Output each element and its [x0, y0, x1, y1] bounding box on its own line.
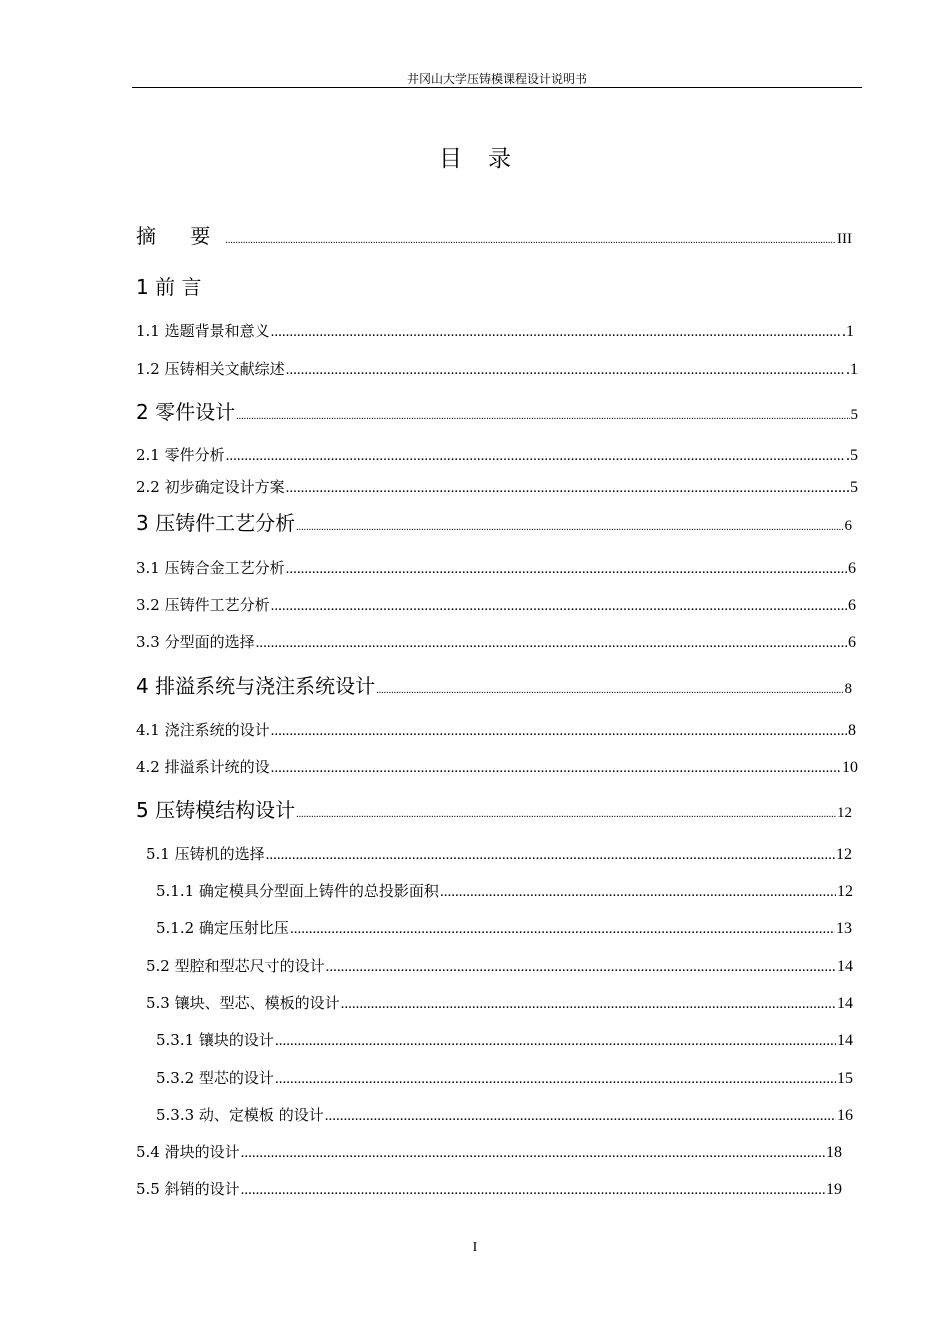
toc-entry-4-1[interactable] [136, 719, 856, 740]
toc-page: 16 [837, 1107, 853, 1124]
toc-label: 4.2 排溢系计统的设 [136, 758, 270, 776]
toc-label: 1.2 压铸相关文献综述 [136, 360, 285, 378]
toc-entry-5-1-2[interactable] [156, 917, 852, 938]
toc-page: 6 [848, 634, 856, 651]
toc-page: 8 [844, 681, 852, 697]
toc-leader [241, 1182, 825, 1199]
toc-page: 15 [837, 1070, 853, 1087]
toc-leader [440, 884, 836, 901]
toc-label: 5.3.3 动、定模板 的设计 [156, 1106, 324, 1124]
toc-entry-5-5[interactable] [136, 1178, 842, 1199]
toc-page: 18 [826, 1144, 842, 1161]
toc-label: 3.1 压铸合金工艺分析 [136, 559, 285, 577]
toc-page: 6 [848, 597, 856, 614]
toc-entry-5-1[interactable] [146, 843, 852, 864]
toc-leader [341, 996, 836, 1013]
toc-leader [290, 921, 835, 938]
toc-entry-3-1[interactable] [136, 557, 856, 578]
toc-entry-1-2[interactable] [136, 358, 858, 379]
toc-entry-5-4[interactable] [136, 1141, 842, 1162]
toc-leader [296, 522, 843, 533]
toc-label: 摘 要 [136, 224, 225, 248]
toc-page: .1 [846, 361, 858, 378]
toc-label: 3.3 分型面的选择 [136, 633, 255, 651]
toc-label: 5.1.2 确定压射比压 [156, 919, 289, 937]
toc-entry-1-1[interactable] [136, 320, 854, 341]
title-char-left: 目 [439, 146, 462, 172]
toc-page: 12 [837, 883, 853, 900]
page-title [0, 140, 950, 173]
toc-label: 5.3 镶块、型芯、模板的设计 [146, 994, 340, 1012]
toc-entry-5-3-1[interactable] [156, 1029, 853, 1050]
toc-leader [296, 809, 836, 820]
toc-page: 12 [837, 805, 852, 821]
toc-page: .1 [842, 323, 854, 340]
toc-label: 5.5 斜销的设计 [136, 1180, 240, 1198]
toc-label: 5.3.1 镶块的设计 [156, 1031, 274, 1049]
toc-label: 4.1 浇注系统的设计 [136, 721, 270, 739]
toc-entry-2-1[interactable] [136, 444, 858, 465]
toc-leader [325, 1108, 836, 1125]
toc-entry-5-3-3[interactable] [156, 1104, 853, 1125]
toc-entry-5-3-2[interactable] [156, 1067, 853, 1088]
toc-label: 3 压铸件工艺分析 [136, 511, 296, 535]
header-rule [132, 87, 862, 88]
toc-leader [256, 635, 847, 652]
toc-leader [286, 362, 845, 379]
toc-page: 12 [836, 846, 852, 863]
toc-page: ......5 [826, 479, 858, 496]
toc-page: 6 [844, 518, 852, 534]
toc-entry-3-3[interactable] [136, 631, 856, 652]
toc-label: 5 压铸模结构设计 [136, 798, 296, 822]
toc-entry-5-1-1[interactable] [156, 880, 853, 901]
toc-page: 19 [826, 1181, 842, 1198]
toc-page: 14 [837, 1032, 853, 1049]
page-number: I [472, 1240, 478, 1255]
toc-page: 14 [837, 995, 853, 1012]
toc-page: 13 [836, 920, 852, 937]
toc-entry-chapter-5[interactable] [136, 794, 852, 823]
toc-entry-5-3[interactable] [146, 992, 853, 1013]
toc-leader [271, 760, 841, 777]
toc-leader [271, 324, 841, 341]
toc-leader [326, 959, 836, 976]
toc-leader [225, 235, 836, 246]
toc-page: 6 [848, 560, 856, 577]
toc-page: 8 [848, 722, 856, 739]
toc-label: 2.2 初步确定设计方案 [136, 478, 285, 496]
toc-leader [286, 561, 847, 578]
title-char-right: 录 [488, 146, 511, 172]
toc-leader [275, 1033, 836, 1050]
toc-page: III [837, 231, 852, 247]
toc-page: 14 [837, 958, 853, 975]
toc-leader [275, 1071, 836, 1088]
toc-entry-5-2[interactable] [146, 955, 853, 976]
toc-entry-chapter-2[interactable] [136, 396, 858, 425]
toc-label: 5.1.1 确定模具分型面上铸件的总投影面积 [156, 882, 439, 900]
toc-leader [236, 411, 849, 422]
toc-label: 5.4 滑块的设计 [136, 1143, 240, 1161]
toc-entry-3-2[interactable] [136, 594, 856, 615]
toc-entry-2-2[interactable] [136, 476, 858, 497]
toc-leader [271, 598, 847, 615]
toc-leader [266, 847, 835, 864]
toc-entry-4-2[interactable] [136, 756, 858, 777]
toc-entry-chapter-4[interactable] [136, 670, 852, 699]
toc-page: .5 [846, 447, 858, 464]
toc-label: 3.2 压铸件工艺分析 [136, 596, 270, 614]
toc-label: 5.2 型腔和型芯尺寸的设计 [146, 957, 325, 975]
toc-page: 10 [842, 759, 858, 776]
toc-label: 2 零件设计 [136, 400, 236, 424]
toc-chapter-1[interactable]: 1 前 言 [136, 275, 202, 299]
toc-page: 5 [850, 407, 858, 423]
toc-leader [376, 685, 843, 696]
toc-leader [226, 448, 845, 465]
toc-entry-chapter-3[interactable] [136, 507, 852, 536]
toc-leader [271, 723, 847, 740]
toc-label: 5.3.2 型芯的设计 [156, 1069, 274, 1087]
running-header: 井冈山大学压铸模课程设计说明书 [406, 72, 587, 86]
toc-label: 1.1 选题背景和意义 [136, 322, 270, 340]
toc-label: 4 排溢系统与浇注系统设计 [136, 674, 376, 698]
toc-label: 2.1 零件分析 [136, 446, 225, 464]
toc-leader [286, 480, 825, 497]
toc-label: 5.1 压铸机的选择 [146, 845, 265, 863]
toc-entry-abstract[interactable] [136, 220, 852, 249]
toc-leader [241, 1145, 825, 1162]
